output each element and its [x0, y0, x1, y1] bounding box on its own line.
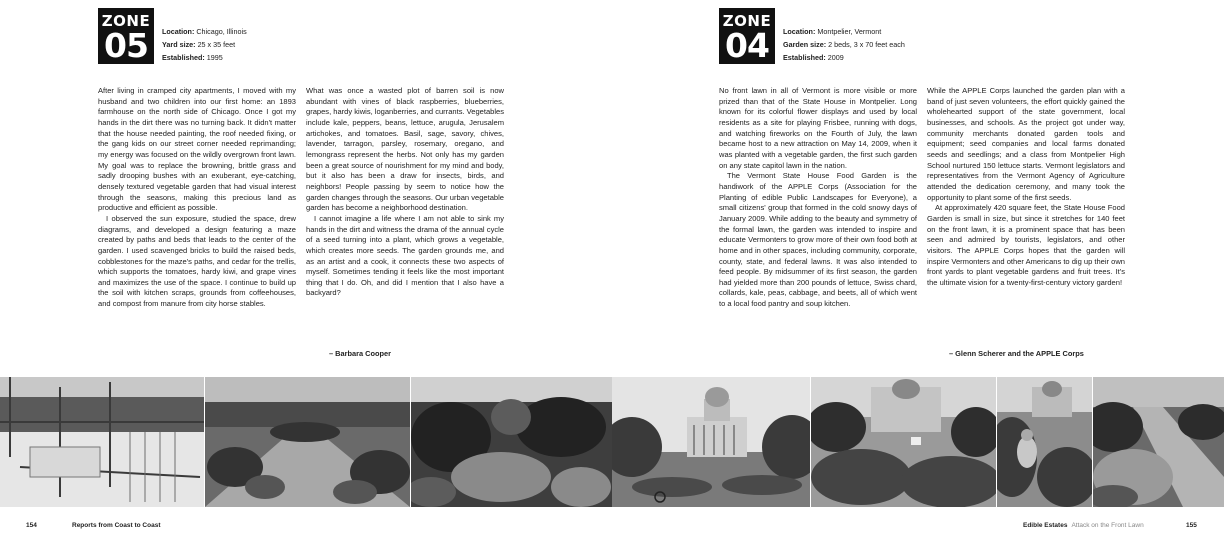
- paragraph: No front lawn in all of Vermont is more visible or more prized than that of the State House in Montpelier. Long known for its colorful flower displays and used by local residents as a site for playing Frisbee, running with dogs, and watching fireworks on the Fourth of July, the lawn became host to a new attraction on May 14, 2009, when it was planted with a vegetable garden, the first such garden on any state capitol lawn in the nation.: [719, 86, 917, 170]
- paragraph: What was once a wasted plot of barren soil is now abundant with vines of black raspberries, blueberries, grapes, hardy kiwis, loganberries, and currants. Vegetables include kale, peppers, beans, lettuce, arugula, Jerusalem artichokes, and tomatoes. Basil, sage, savory, chives, lavender, tarragon, parsley, rosemary, oregano, and lemongrass represent the herbs. Not only has my garden been a great source of nourishment for my mind and body, but it also has been a draw for insects, birds, and neighbors! People passing by seem to notice how the garden changes through the seasons. Our urban vegetable garden has become a neighborhood destination.: [306, 86, 505, 213]
- zone-word: ZONE: [722, 12, 772, 30]
- zone-info-left: [162, 25, 247, 64]
- signature-right: – Glenn Scherer and the APPLE Corps: [949, 349, 1084, 358]
- paragraph: I cannot imagine a life where I am not able to sink my hands in the dirt and witness the drama of the annual cycle of a seed turning into a plant, which grows a vegetable, which creates more seeds. The garden grounds me, and as an artist and a cook, it connects these two aspects of myself. Sometimes tending it feels like the most important thing that I do. Oh, and did I mention that I also have a backyard?: [306, 213, 504, 298]
- paragraph: While the APPLE Corps launched the garden plan with a band of just seven volunteers, the effort quickly gained the wholehearted support of the state government, local businesses, and schools. As the project got under way, community merchants donated garden tools and equipment; seed companies and local farms donated seeds and seedlings; and a class from Montpelier High School nurtured 150 lettuce starts. Vermont legislators and representatives from the Vermont Agency of Agriculture attended the dedication ceremony, and many took the opportunity to plant some of the first seeds.: [927, 86, 1125, 202]
- running-head-bold: Edible Estates: [1023, 522, 1068, 529]
- dense-garden-photo: [411, 377, 612, 507]
- zone-badge-left: [98, 8, 154, 64]
- gardener-photo: [997, 377, 1092, 507]
- zone-info-right: [783, 25, 905, 64]
- location-line: Location: Chicago, Illinois: [162, 27, 247, 36]
- paragraph: The Vermont State House Food Garden is the handiwork of the APPLE Corps (Association for the Planting of edible Public Landscapes for Everyone), a small citizens' group that formed in the cold snowy days of January 2009. While adding to the beauty and symmetry of the formal lawn, the garden was intended to inspire and educate Vermonters to grow more of their own food both at home and in other spaces, including community, corporate, county, state, and federal lawns. It was also intended to feed people. By midsummer of its first season, the garden had yielded more than 200 pounds of lettuce, Swiss chard, collards, kale, peas, cabbage, and beets, all of which went to a local food pantry and soup kitchen.: [719, 171, 917, 309]
- size-line: Garden size: 2 beds, 3 x 70 feet each: [783, 40, 905, 49]
- right-column-1: [719, 86, 917, 310]
- paragraph: After living in cramped city apartments, I moved with my husband and two children into our first home: an 1893 farmhouse on the north side of Chicago. Once I got my hands in the dirt there was no turning back. It didn't matter that the house needed painting, the roof needed fixing, or the gang kids on our street corner needed reprimanding; my energy was focused on the wildly overgrown front lawn. My goal was to replace the browning, brittle grass and sadly drooping bushes with an exuberant, eye-catching, densely textured vegetable garden that had visual interest through the seasons, making this precious land as productive and efficient as possible.: [98, 86, 296, 213]
- zone-badge-right: [719, 8, 775, 64]
- zone-word: ZONE: [101, 12, 151, 30]
- snowy-garden-photo: [0, 377, 204, 507]
- established-line: Established: 1995: [162, 53, 223, 62]
- zone-number: 05: [104, 26, 148, 65]
- right-column-2: [927, 86, 1125, 288]
- running-head-left: [72, 522, 160, 529]
- left-column-1: [98, 86, 296, 310]
- state-house-lawn-photo: [612, 377, 810, 507]
- raised-beds-garden-photo: [205, 377, 410, 507]
- paragraph: At approximately 420 square feet, the State House Food Garden is small in size, but since it stretches for 140 feet on the front lawn, it is a prominent space that has been seen and admired by tourists, legislators, and other visitors. The APPLE Corps hopes that the garden will inspire Vermonters and other Americans to dig up their own front yards to plant vegetable gardens and fruit trees. It's the ultimate vision for a twenty-first-century victory garden!: [927, 203, 1126, 287]
- state-house-beds-photo: [811, 377, 996, 507]
- running-head-text: Reports from Coast to Coast: [72, 522, 161, 529]
- established-line: Established: 2009: [783, 53, 844, 62]
- location-line: Location: Montpelier, Vermont: [783, 27, 882, 36]
- zone-number: 04: [725, 26, 769, 65]
- running-head-right: [1023, 522, 1144, 529]
- left-column-2: [306, 86, 504, 299]
- signature-left: – Barbara Cooper: [329, 349, 392, 358]
- page-number-right: 155: [1186, 522, 1197, 529]
- size-line: Yard size: 25 x 35 feet: [162, 40, 236, 49]
- paragraph: I observed the sun exposure, studied the space, drew diagrams, and developed a design featuring a maze created by paths and beds that leads to the center of the garden. I used scavenged bricks to build the raised beds, cobblestones for the maze's paths, and cedar for the trellis, which supports the tomatoes, hardy kiwi, and grape vines and maximizes the use of the space. I continue to build up the soil with kitchen scraps, grounds from coffeehouses, and compost from manure from city horse stables.: [98, 213, 296, 309]
- garden-path-photo: [1093, 377, 1224, 507]
- running-head-light: Attack on the Front Lawn: [1071, 522, 1144, 529]
- page-number-left: 154: [26, 522, 37, 529]
